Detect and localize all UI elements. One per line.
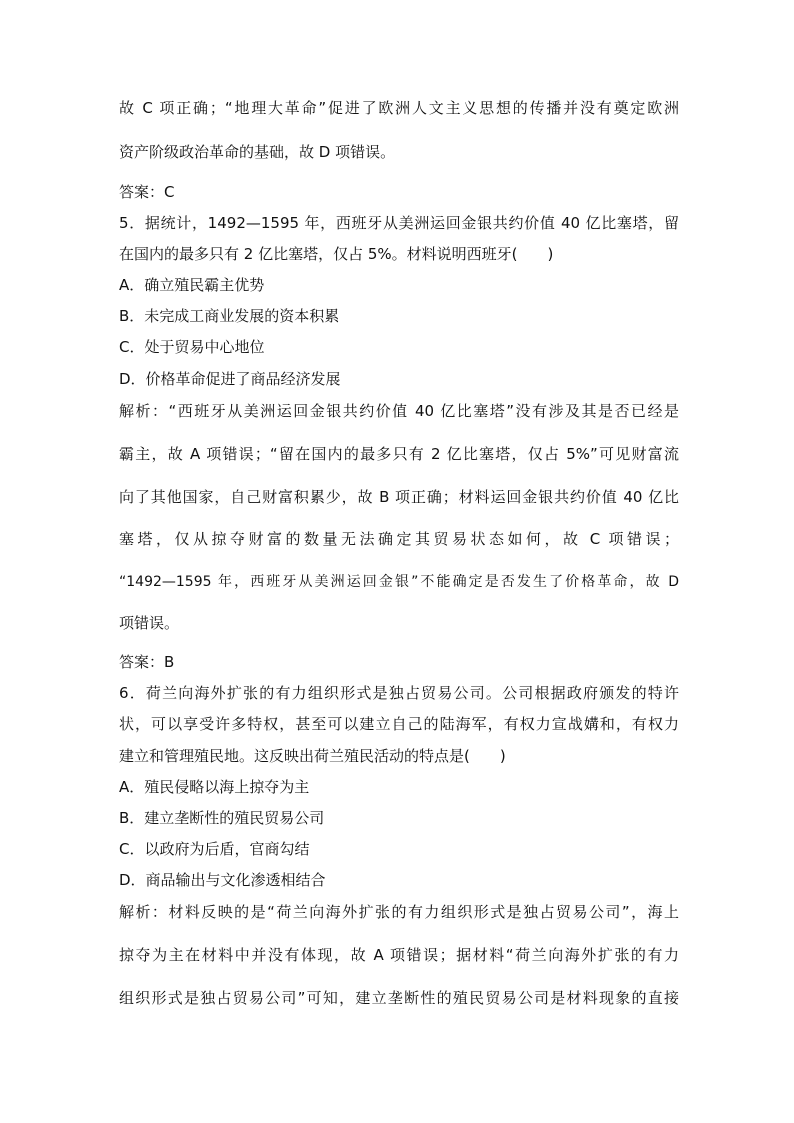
explanation-line: 解析：“西班牙从美洲运回金银共约价值 40 亿比塞塔”没有涉及其是否已经是 bbox=[119, 402, 679, 420]
answer-key: 答案：B bbox=[119, 653, 175, 671]
option-a: A．殖民侵略以海上掠夺为主 bbox=[119, 778, 310, 796]
explanation-line: “1492—1595 年，西班牙从美洲运回金银”不能确定是否发生了价格革命，故 D bbox=[119, 574, 679, 590]
option-d: D．价格革命促进了商品经济发展 bbox=[119, 370, 341, 388]
explanation-line: 掠夺为主在材料中并没有体现，故 A 项错误；据材料“荷兰向海外扩张的有力 bbox=[119, 946, 679, 964]
question-stem-line: 5．据统计，1492—1595 年，西班牙从美洲运回金银共约价值 40 亿比塞塔，留 bbox=[119, 214, 679, 232]
answer-explanation-line: 故 C 项正确；“地理大革命”促进了欧洲人文主义思想的传播并没有奠定欧洲 bbox=[119, 99, 679, 117]
answer-explanation-line: 资产阶级政治革命的基础，故 D 项错误。 bbox=[119, 143, 396, 161]
question-stem-line: 6．荷兰向海外扩张的有力组织形式是独占贸易公司。公司根据政府颁发的特许 bbox=[119, 684, 679, 702]
question-stem-line: 状，可以享受许多特权，甚至可以建立自己的陆海军，有权力宣战媾和，有权力 bbox=[119, 715, 679, 733]
answer-key: 答案：C bbox=[119, 183, 175, 201]
option-c: C．以政府为后盾，官商勾结 bbox=[119, 840, 310, 858]
question-stem-line: 建立和管理殖民地。这反映出荷兰殖民活动的特点是( ) bbox=[119, 747, 506, 765]
option-a: A．确立殖民霸主优势 bbox=[119, 276, 265, 294]
option-b: B．未完成工商业发展的资本积累 bbox=[119, 307, 340, 325]
explanation-line: 霸主，故 A 项错误；“留在国内的最多只有 2 亿比塞塔，仅占 5%”可见财富流 bbox=[119, 445, 679, 463]
explanation-line: 项错误。 bbox=[119, 614, 180, 632]
explanation-line: 塞塔，仅从掠夺财富的数量无法确定其贸易状态如何，故 C 项错误； bbox=[119, 530, 679, 548]
explanation-line: 向了其他国家，自己财富积累少，故 B 项正确；材料运回金银共约价值 40 亿比 bbox=[119, 488, 679, 506]
option-d: D．商品输出与文化渗透相结合 bbox=[119, 871, 326, 889]
explanation-line: 组织形式是独占贸易公司”可知，建立垄断性的殖民贸易公司是材料现象的直接 bbox=[119, 989, 679, 1007]
option-b: B．建立垄断性的殖民贸易公司 bbox=[119, 809, 325, 827]
option-c: C．处于贸易中心地位 bbox=[119, 338, 265, 356]
explanation-line: 解析：材料反映的是“荷兰向海外扩张的有力组织形式是独占贸易公司”，海上 bbox=[119, 903, 679, 921]
question-stem-line: 在国内的最多只有 2 亿比塞塔，仅占 5%。材料说明西班牙( ) bbox=[119, 245, 554, 263]
